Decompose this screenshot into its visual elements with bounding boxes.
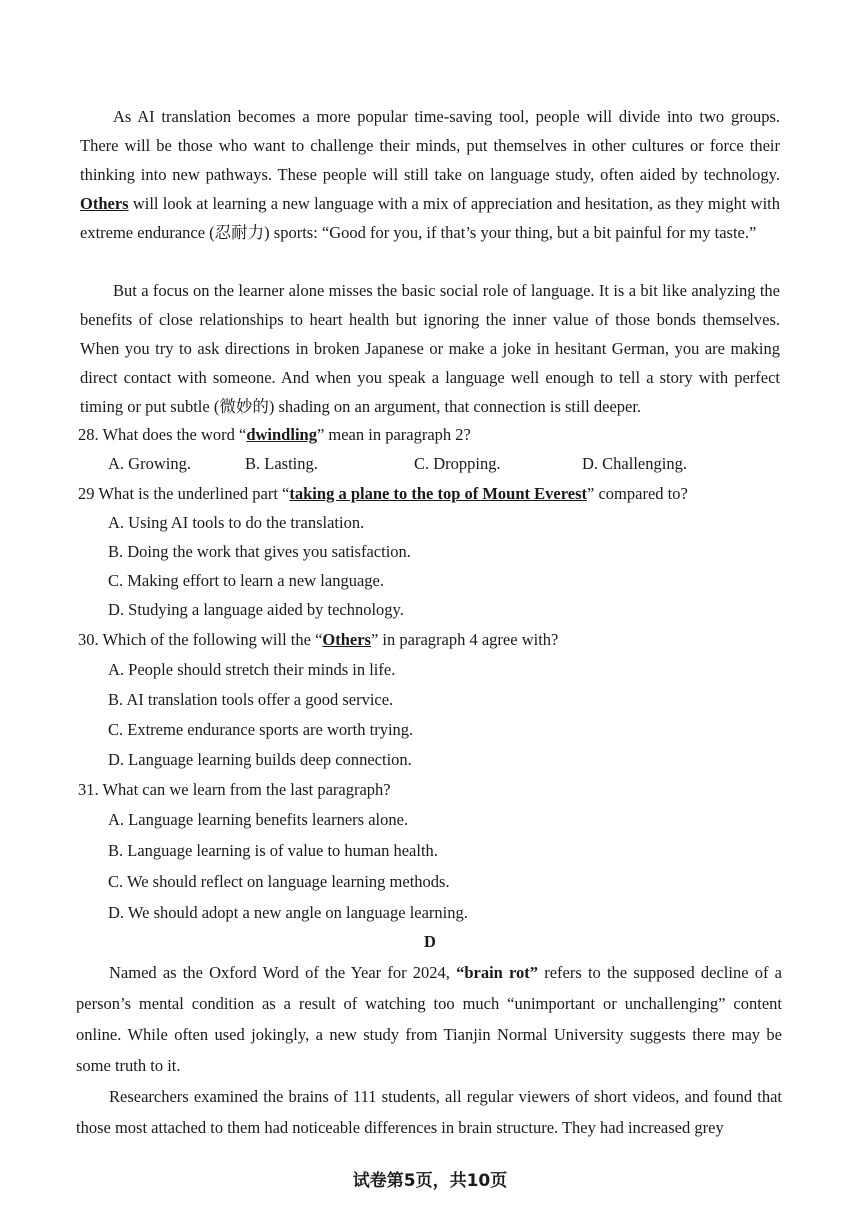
option-30-a[interactable]: A. People should stretch their minds in life. xyxy=(108,660,396,679)
question-28-word: dwindling xyxy=(246,425,317,444)
question-29-phrase: taking a plane to the top of Mount Everest xyxy=(289,484,588,503)
paragraph-4-text: But a focus on the learner alone misses the basic social role of language. It is a bit like analyzing the benefits of close relationships to heart health but ignoring the inner value of those bonds themselves. When you try to ask directions in broken Japanese or make a joke in hesitant German, you are making direct contact with someone. And when you speak a language well enough to tell a story with perfect timing or put subtle (微妙的) shading on an argument, that connection is still deeper. xyxy=(80,281,780,416)
option-29-b[interactable]: B. Doing the work that gives you satisfaction. xyxy=(108,542,411,561)
option-30-b[interactable]: B. AI translation tools offer a good service. xyxy=(108,690,394,709)
option-31-c[interactable]: C. We should reflect on language learning methods. xyxy=(108,872,450,891)
question-30 xyxy=(78,627,798,653)
section-letter-d: D xyxy=(424,932,436,951)
question-29-post: ” compared to? xyxy=(587,484,688,503)
option-28-d[interactable]: D. Challenging. xyxy=(582,454,687,473)
question-28-post: ” mean in paragraph 2? xyxy=(316,425,471,444)
option-28-c[interactable]: C. Dropping. xyxy=(414,454,501,473)
others-underlined: Others xyxy=(80,194,129,213)
question-28 xyxy=(78,422,798,448)
option-28-b[interactable]: B. Lasting. xyxy=(245,454,318,473)
option-31-b[interactable]: B. Language learning is of value to human health. xyxy=(108,841,438,860)
question-29-pre: 29 What is the underlined part “ xyxy=(78,484,290,503)
paragraph-3-lead: As AI translation becomes a more popular time-saving tool, people will divide into two groups. There will be those who want to challenge their minds, put themselves in other cultures or force their thinking into new pathways. These people will still take on language study, often aided by technology. xyxy=(80,107,780,184)
question-28-pre: 28. What does the word “ xyxy=(78,425,247,444)
passage-d-paragraph-2 xyxy=(76,1081,782,1143)
option-31-d[interactable]: D. We should adopt a new angle on language learning. xyxy=(108,903,468,922)
paragraph-3 xyxy=(80,102,780,247)
passage-d-p2-text: Researchers examined the brains of 111 students, all regular viewers of short videos, and found that those most attached to them had noticeable differences in brain structure. They had increased grey xyxy=(76,1087,782,1137)
page-footer: 试卷第5页，共10页 xyxy=(352,1171,508,1191)
option-30-d[interactable]: D. Language learning builds deep connection. xyxy=(108,750,412,769)
option-30-c[interactable]: C. Extreme endurance sports are worth trying. xyxy=(108,720,414,739)
question-30-word: Others xyxy=(322,630,371,649)
option-28-a[interactable]: A. Growing. xyxy=(108,454,191,473)
option-29-a[interactable]: A. Using AI tools to do the translation. xyxy=(108,513,365,532)
option-31-a[interactable]: A. Language learning benefits learners alone. xyxy=(108,810,409,829)
question-29 xyxy=(78,481,798,507)
passage-d-p1-post: refers to the supposed decline of a person’s mental condition as a result of watching too much “unimportant or unchallenging” content online. While often used jokingly, a new study from Tianjin Normal University suggests there may be some truth to it. xyxy=(76,963,782,1075)
passage-d-p1-pre: Named as the Oxford Word of the Year for 2024, xyxy=(109,963,457,982)
paragraph-4 xyxy=(80,276,780,421)
question-28-options xyxy=(108,451,728,477)
question-30-post: ” in paragraph 4 agree with? xyxy=(370,630,559,649)
passage-d-paragraph-1 xyxy=(76,957,782,1081)
question-31: 31. What can we learn from the last paragraph? xyxy=(78,780,391,799)
brain-rot-term: “brain rot” xyxy=(456,963,539,982)
paragraph-3-tail: will look at learning a new language with a mix of appreciation and hesitation, as they might with extreme endurance (忍耐力) sports: “Good for you, if that’s your thing, but a bit painful for my taste.” xyxy=(80,194,780,242)
question-30-pre: 30. Which of the following will the “ xyxy=(78,630,323,649)
option-29-c[interactable]: C. Making effort to learn a new language. xyxy=(108,571,384,590)
option-29-d[interactable]: D. Studying a language aided by technology. xyxy=(108,600,404,619)
